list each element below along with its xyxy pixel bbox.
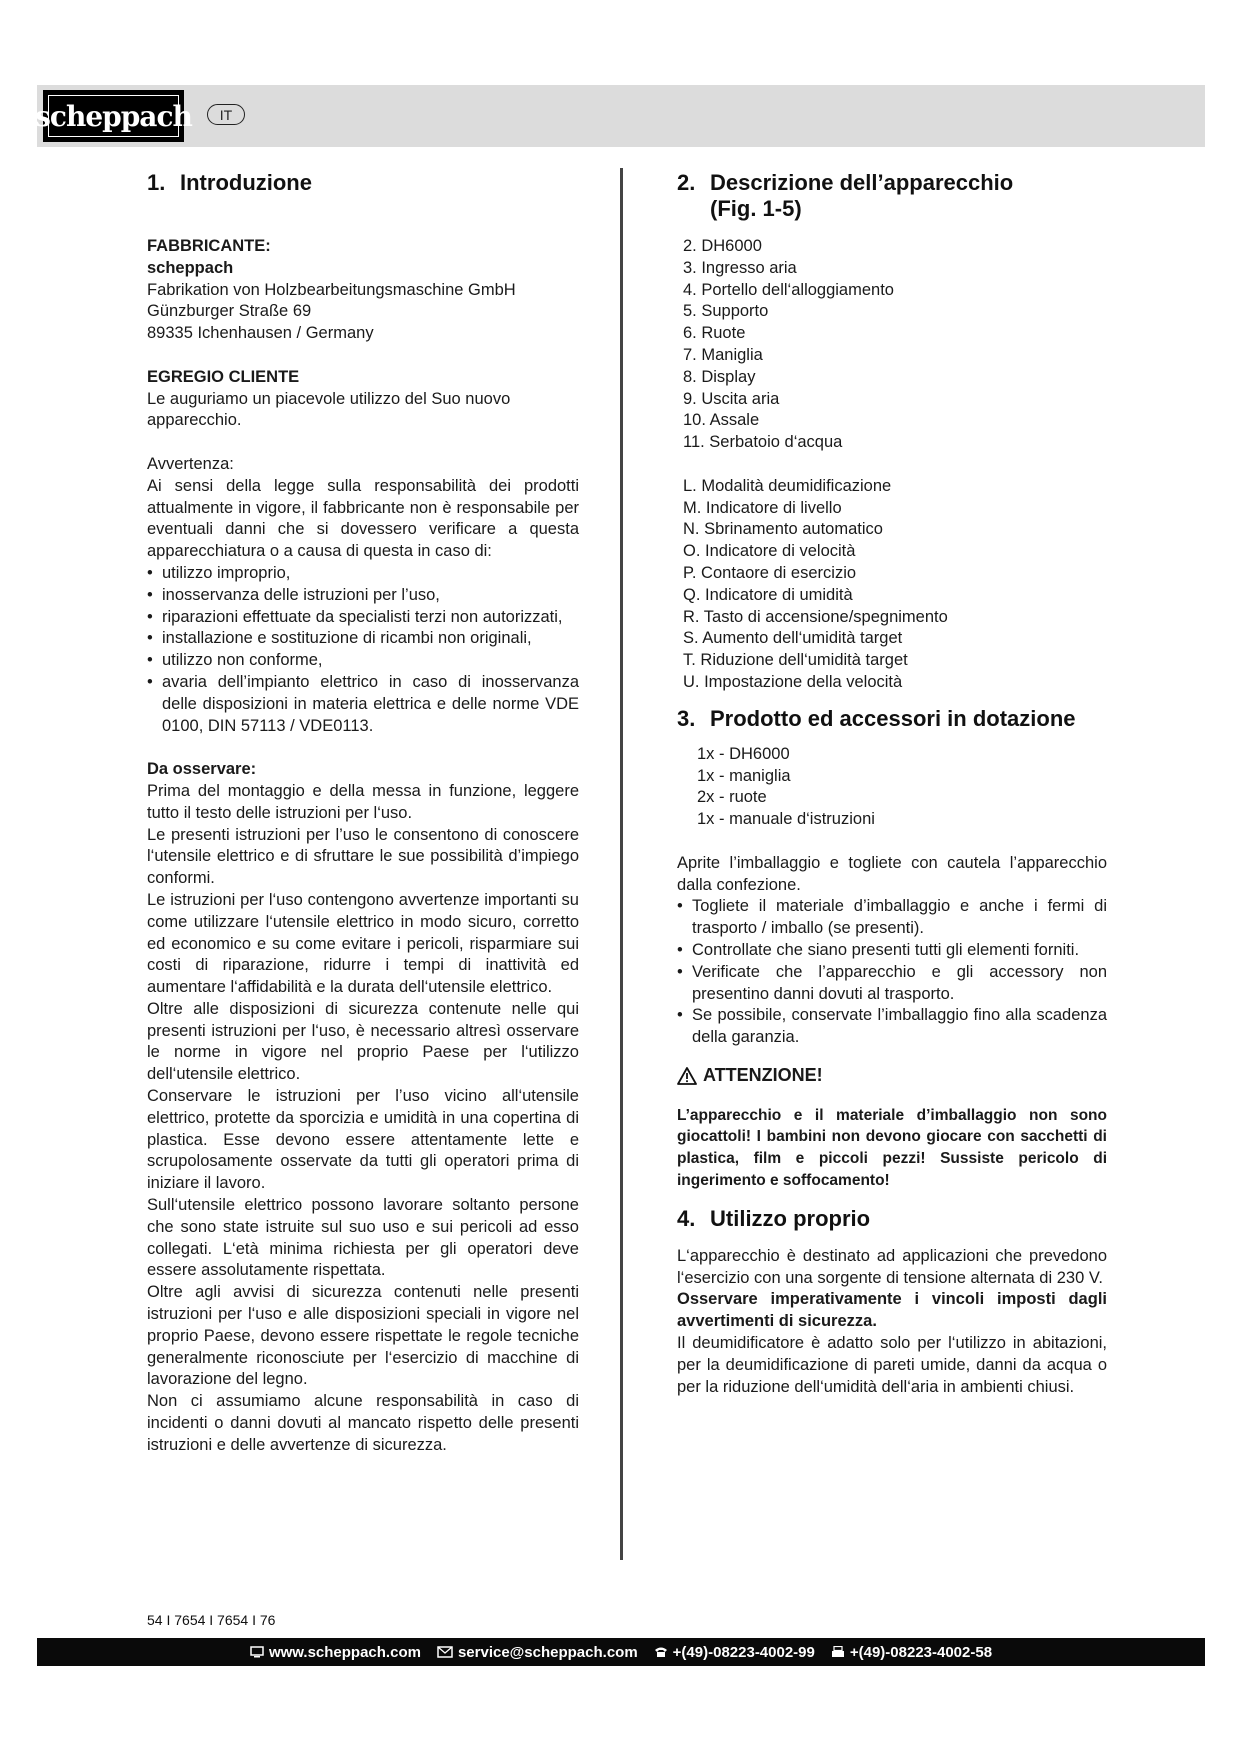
attention-label: ATTENZIONE! xyxy=(703,1064,823,1085)
list-item: 2x - ruote xyxy=(697,788,767,807)
column-divider xyxy=(620,168,623,1560)
use-bold-text: Osservare imperativamente i vincoli imposti dagli avvertimenti di sicurezza. xyxy=(677,1290,1107,1331)
parts-list xyxy=(677,236,1107,454)
section-3-heading: 3. Prodotto ed accessori in dotazione xyxy=(677,705,1076,731)
list-item: Q. Indicatore di umidità xyxy=(683,585,853,604)
logo-text: scheppach xyxy=(48,95,179,137)
list-item: • inosservanza delle istruzioni per l’uso, xyxy=(147,585,579,607)
paragraph: Prima del montaggio e della messa in funzione, leggere tutto il testo delle istruzioni per l‘uso. xyxy=(147,781,579,822)
list-item: • Togliete il materiale d’imballaggio e anche i fermi di trasporto / imballo (se presenti). xyxy=(677,896,1107,940)
list-item: L. Modalità deumidificazione xyxy=(683,476,892,495)
unpack-text: Aprite l’imballaggio e togliete con cautela l’apparecchio dalla confezione. xyxy=(677,853,1107,894)
use-text: L‘apparecchio è destinato ad applicazioni che prevedono l‘esercizio con una sorgente di tensione alternata di 230 V. xyxy=(677,1246,1107,1287)
observe-label: Da osservare: xyxy=(147,760,257,779)
section-2-heading: 2. Descrizione dell’apparecchio xyxy=(677,170,1014,195)
page-reference: 54 I 7654 I 7654 I 76 xyxy=(147,1612,276,1628)
fax-number: +(49)-08223-4002-58 xyxy=(849,1643,993,1661)
list-item: 1x - maniglia xyxy=(697,766,791,785)
customer-label: EGREGIO CLIENTE xyxy=(147,367,300,386)
contact-bar xyxy=(37,1638,1205,1666)
list-item: 11. Serbatoio d‘acqua xyxy=(683,433,843,452)
section-4-heading: 4. Utilizzo proprio xyxy=(677,1205,871,1231)
list-item: • utilizzo non conforme, xyxy=(147,650,579,672)
paragraph: Oltre agli avvisi di sicurezza contenuti nelle presenti istruzioni per l‘uso e alle disposizioni speciali in vigore nel proprio Paese, devono essere rispettate le regole tecniche generalmente riconosciute per l‘esercizio di macchine di lavorazione del legno. xyxy=(147,1283,579,1389)
attention-text: L’apparecchio e il materiale d’imballaggio non sono giocattoli! I bambini non devono giocare con sacchetti di plastica, film e piccoli pezzi! Sussiste pericolo di ingerimento e soffocamento! xyxy=(677,1106,1107,1190)
list-item: • riparazioni effettuate da specialisti terzi non autorizzati, xyxy=(147,607,579,629)
paragraph: Conservare le istruzioni per l’uso vicino all‘utensile elettrico, protette da sporcizia e umidità in una copertina di plastica. Esse devono essere attentamente lette e scrupolosamente osservate da tutti gli operatori prima di iniziare il lavoro. xyxy=(147,1087,579,1193)
list-item: O. Indicatore di velocità xyxy=(683,542,856,561)
unpack-list xyxy=(677,896,1107,1049)
web-link[interactable]: www.scheppach.com xyxy=(268,1643,421,1661)
manufacturer-name: scheppach xyxy=(147,258,234,277)
scheppach-logo xyxy=(35,90,192,142)
use-text: Il deumidificatore è adatto solo per l‘utilizzo in abitazioni, per la deumidificazione di pareti umide, danni da acqua o per la riduzione dell‘umidità dell‘aria in ambienti chiusi. xyxy=(677,1334,1107,1396)
paragraph: Oltre alle disposizioni di sicurezza contenute nelle qui presenti istruzioni per l‘uso, è necessario altresì osservare le norme in vigore nel proprio Paese per l‘utilizzo dell‘utensile elettrico. xyxy=(147,999,579,1084)
address-line: Fabrikation von Holzbearbeitungsmaschine GmbH xyxy=(147,280,516,299)
list-item: T. Riduzione dell‘umidità target xyxy=(683,651,908,670)
list-item: • Controllate che siano presenti tutti gli elementi forniti. xyxy=(677,940,1107,962)
right-column xyxy=(677,170,1107,1398)
address-line: Günzburger Straße 69 xyxy=(147,302,312,321)
list-item: • avaria dell’impianto elettrico in caso di inosservanza delle disposizioni in materia elettrica e delle norme VDE 0100, DIN 57113 / VDE0113. xyxy=(147,672,579,737)
list-item: 2. DH6000 xyxy=(683,237,762,255)
phone-icon xyxy=(654,1646,668,1658)
warning-text: Ai sensi della legge sulla responsabilità dei prodotti attualmente in vigore, il fabbricante non è responsabile per eventuali danni che si dovessero verificare a questa apparecchiatura o a causa di questa in caso di: xyxy=(147,476,579,561)
paragraph: Le istruzioni per l‘uso contengono avvertenze importanti su come utilizzare l‘utensile elettrico in modo sicuro, corretto ed economico e su come evitare i pericoli, risparmiare sui costi di riparazione, ridurre i tempi di inattività ed aumentare l‘affidabilità e la durata dell‘utensile elettrico. xyxy=(147,890,579,997)
list-item: 3. Ingresso aria xyxy=(683,258,797,277)
list-item: • installazione e sostituzione di ricambi non originali, xyxy=(147,628,579,650)
list-item: • utilizzo improprio, xyxy=(147,563,579,585)
liability-list xyxy=(147,563,579,737)
left-column xyxy=(147,170,579,1457)
section-2-subheading: (Fig. 1-5) xyxy=(710,196,802,221)
paragraph: Non ci assumiamo alcune responsabilità in caso di incidenti o danni dovuti al mancato rispetto delle presenti istruzioni e delle avvertenze di sicurezza. xyxy=(147,1392,579,1454)
list-item: 1x - manuale d‘istruzioni xyxy=(697,810,875,829)
customer-text: Le auguriamo un piacevole utilizzo del Suo nuovo apparecchio. xyxy=(147,389,511,430)
email-link[interactable]: service@scheppach.com xyxy=(457,1643,638,1661)
phone-contact xyxy=(654,1644,815,1661)
display-parts-list xyxy=(677,476,1107,694)
list-item: M. Indicatore di livello xyxy=(683,498,842,517)
paragraph: Le presenti istruzioni per l’uso le consentono di conoscere l‘utensile elettrico e di sfruttare le sue possibilità d’impiego conformi. xyxy=(147,825,579,888)
list-item: 1x - DH6000 xyxy=(697,744,790,763)
language-badge: IT xyxy=(207,104,245,125)
accessories-list xyxy=(677,744,1107,831)
list-item: 4. Portello dell‘alloggiamento xyxy=(683,280,894,299)
manufacturer-label: FABBRICANTE: xyxy=(147,237,271,255)
list-item: 9. Uscita aria xyxy=(683,389,780,408)
warning-triangle-icon xyxy=(677,1067,697,1085)
monitor-icon xyxy=(250,1646,264,1658)
list-item: 8. Display xyxy=(683,367,756,386)
list-item: P. Contaore di esercizio xyxy=(683,563,857,582)
section-1-heading: 1. Introduzione xyxy=(147,170,312,195)
warning-label: Avvertenza: xyxy=(147,454,234,473)
mail-icon xyxy=(437,1646,453,1658)
web-contact xyxy=(250,1644,421,1661)
fax-contact xyxy=(831,1644,992,1661)
phone-number: +(49)-08223-4002-99 xyxy=(672,1643,815,1661)
list-item: R. Tasto di accensione/spegnimento xyxy=(683,607,948,626)
list-item: N. Sbrinamento automatico xyxy=(683,520,883,539)
paragraph: Sull‘utensile elettrico possono lavorare soltanto persone che sono state istruite sul suo uso e sui pericoli ad esso collegati. L‘età minima richiesta per gli operatori deve essere assolutamente rispettata. xyxy=(147,1196,579,1280)
address-line: 89335 Ichenhausen / Germany xyxy=(147,324,374,343)
page-header xyxy=(37,85,1205,147)
list-item: 7. Maniglia xyxy=(683,345,763,364)
list-item: U. Impostazione della velocità xyxy=(683,672,903,691)
list-item: 10. Assale xyxy=(683,411,760,430)
attention-heading xyxy=(677,1065,1107,1087)
email-contact xyxy=(437,1644,638,1661)
list-item: 5. Supporto xyxy=(683,302,769,321)
list-item: • Se possibile, conservate l’imballaggio fino alla scadenza della garanzia. xyxy=(677,1005,1107,1049)
list-item: • Verificate che l’apparecchio e gli accessory non presentino danni dovuti al trasporto. xyxy=(677,962,1107,1006)
list-item: 6. Ruote xyxy=(683,324,746,343)
fax-icon xyxy=(831,1646,845,1658)
list-item: S. Aumento dell‘umidità target xyxy=(683,629,903,648)
